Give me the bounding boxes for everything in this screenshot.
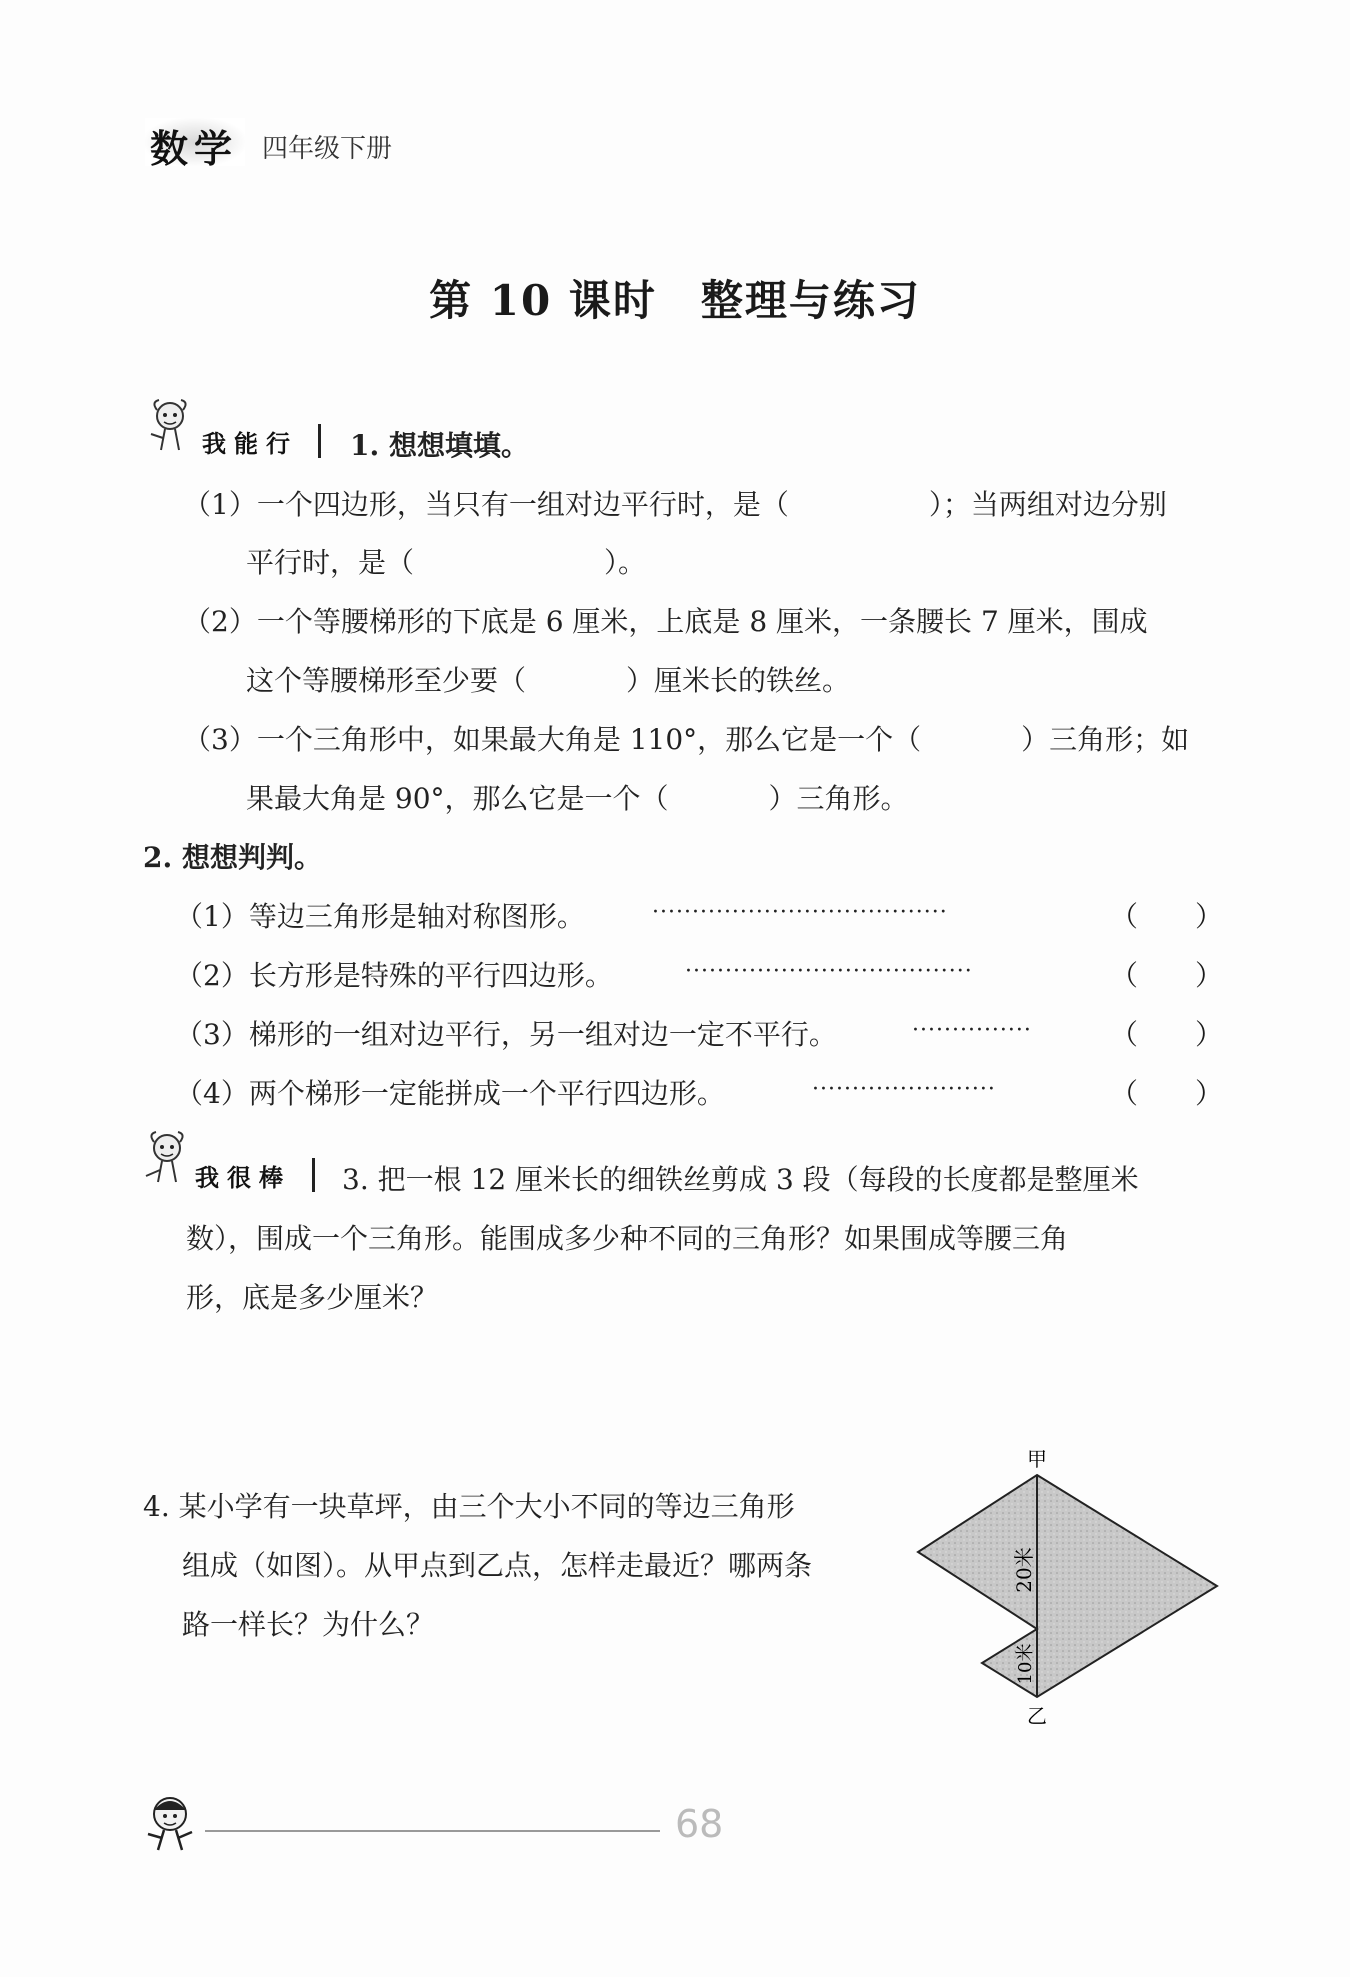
lawn-shape — [918, 1475, 1217, 1697]
lesson-title: 第 10 课时 整理与练习 — [429, 276, 921, 325]
boy-mascot-icon — [140, 1790, 210, 1860]
length-20m-label: 20米 — [1012, 1547, 1036, 1593]
answer-paren-open: （ — [1110, 1077, 1139, 1110]
section-label-wo-hen-bang: 我很棒 — [195, 1164, 291, 1192]
q1-item2-line2: 这个等腰梯形至少要（ ）厘米长的铁丝。 — [246, 664, 851, 697]
section-label-wo-neng-xing: 我能行 — [202, 430, 298, 458]
q2-title: 2. 想想判判。 — [143, 841, 322, 874]
dot-leader: ··············· — [912, 1018, 1032, 1043]
answer-paren-close: ） — [1195, 900, 1224, 933]
q1-item2-line1: （2）一个等腰梯形的下底是 6 厘米，上底是 8 厘米，一条腰长 7 厘米，围成 — [183, 605, 1148, 638]
label-divider — [318, 424, 321, 458]
answer-paren-close: ） — [1195, 1077, 1224, 1110]
q2-item3: （3）梯形的一组对边平行，另一组对边一定不平行。 — [175, 1018, 837, 1051]
answer-paren-open: （ — [1110, 1018, 1139, 1051]
q1-item3-line2: 果最大角是 90°，那么它是一个（ ）三角形。 — [246, 782, 909, 815]
dot-leader: ····································· — [652, 900, 948, 925]
grade-label: 四年级下册 — [262, 134, 393, 164]
subject-title: 数学 — [150, 127, 239, 171]
lawn-triangles-figure — [900, 1440, 1230, 1730]
q1-item1-line1: （1）一个四边形，当只有一组对边平行时，是（ ）；当两组对边分别 — [183, 488, 1167, 521]
q2-item1: （1）等边三角形是轴对称图形。 — [175, 900, 585, 933]
q4-line3: 路一样长？为什么？ — [182, 1608, 435, 1641]
page-number: 68 — [675, 1802, 724, 1846]
q3-line2: 数），围成一个三角形。能围成多少种不同的三角形？如果围成等腰三角 — [186, 1222, 1069, 1255]
q2-item2: （2）长方形是特殊的平行四边形。 — [175, 959, 613, 992]
label-divider — [312, 1158, 315, 1192]
dot-leader: ······················· — [812, 1077, 996, 1102]
point-yi-label: 乙 — [1027, 1704, 1047, 1728]
q4-line2: 组成（如图）。从甲点到乙点，怎样走最近？哪两条 — [182, 1549, 813, 1582]
answer-paren-open: （ — [1110, 959, 1139, 992]
q3-line1: 3. 把一根 12 厘米长的细铁丝剪成 3 段（每段的长度都是整厘米 — [342, 1163, 1139, 1196]
q1-item1-line2: 平行时，是（ ）。 — [246, 546, 647, 579]
length-10m-label: 10米 — [1015, 1643, 1036, 1685]
q1-item3-line1: （3）一个三角形中，如果最大角是 110°，那么它是一个（ ）三角形；如 — [183, 723, 1190, 756]
point-jia-label: 甲 — [1027, 1447, 1047, 1471]
q1-title: 1. 想想填填。 — [350, 429, 529, 462]
q3-line3: 形，底是多少厘米？ — [186, 1281, 439, 1314]
q4-line1: 4. 某小学有一块草坪，由三个大小不同的等边三角形 — [143, 1490, 795, 1523]
answer-paren-close: ） — [1195, 959, 1224, 992]
dot-leader: ···································· — [685, 959, 973, 984]
footer-rule — [205, 1830, 660, 1832]
answer-paren-close: ） — [1195, 1018, 1224, 1051]
q2-item4: （4）两个梯形一定能拼成一个平行四边形。 — [175, 1077, 725, 1110]
girl-mascot-icon — [145, 398, 200, 458]
answer-paren-open: （ — [1110, 900, 1139, 933]
girl-mascot-icon — [140, 1130, 195, 1190]
